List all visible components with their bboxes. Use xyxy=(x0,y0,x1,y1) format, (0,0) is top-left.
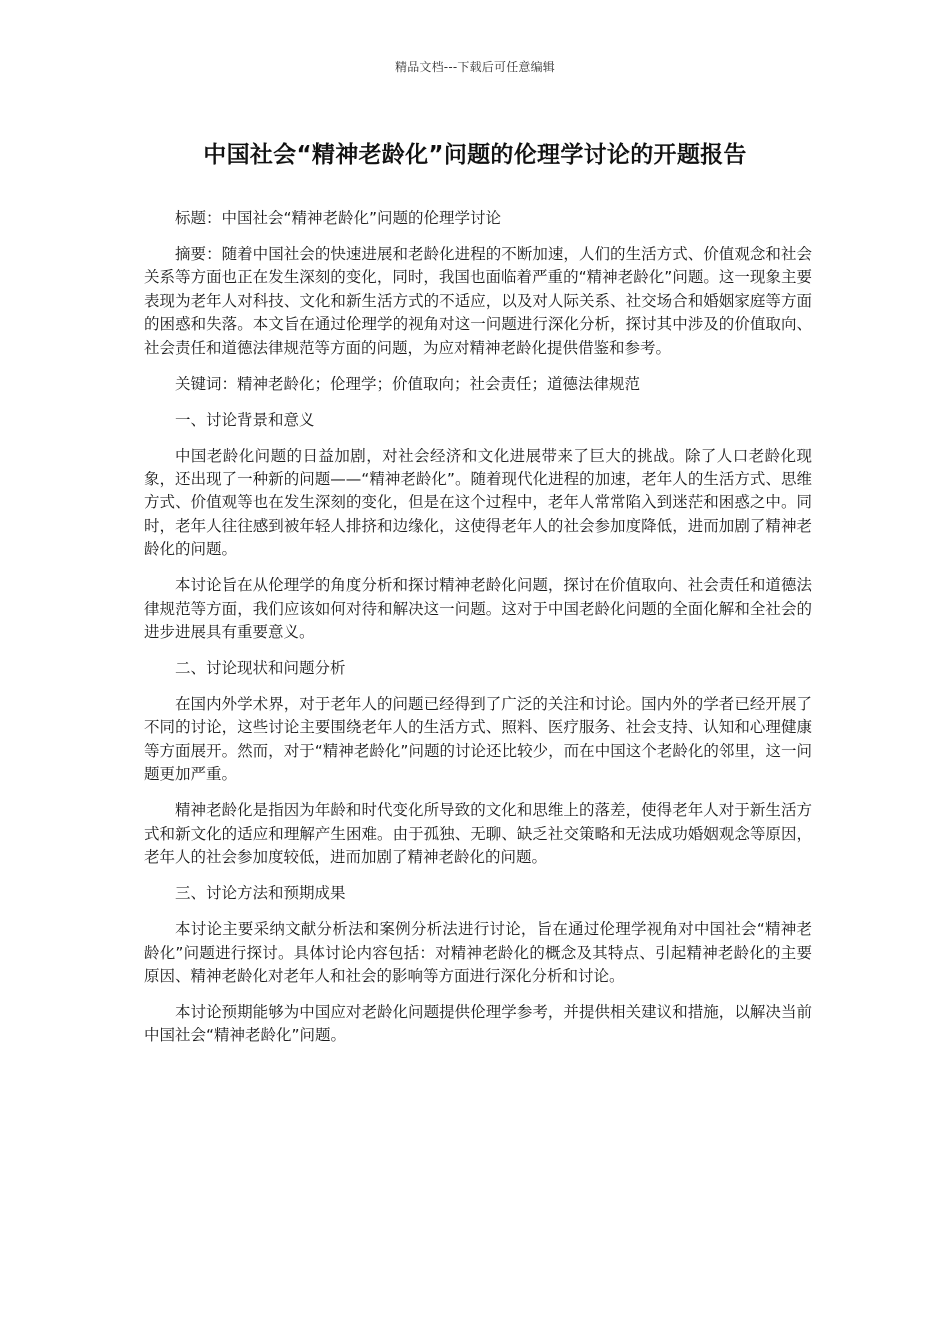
section-heading-status: 二、讨论现状和问题分析 xyxy=(175,659,346,678)
page-header-note: 精品文档---下载后可任意编辑 xyxy=(395,60,555,74)
section-heading-methods: 三、讨论方法和预期成果 xyxy=(175,884,346,903)
status-paragraph-2: 精神老龄化是指因为年龄和时代变化所导致的文化和思维上的落差，使得老年人对于新生活方式和新文化的适应和理解产生困难。由于孤独、无聊、缺乏社交策略和无法成功婚姻观念等原因，老年人的社会参加度较低，进而加剧了精神老龄化的问题。 xyxy=(144,801,812,867)
methods-paragraph-2: 本讨论预期能够为中国应对老龄化问题提供伦理学参考，并提供相关建议和措施，以解决当前中国社会“精神老龄化”问题。 xyxy=(144,1002,812,1045)
document-body xyxy=(144,207,812,1060)
background-paragraph-1: 中国老龄化问题的日益加剧，对社会经济和文化进展带来了巨大的挑战。除了人口老龄化现象，还出现了一种新的问题——“精神老龄化”。随着现代化进程的加速，老年人的生活方式、思维方式、价值观等也在发生深刻的变化，但是在这个过程中，老年人常常陷入到迷茫和困惑之中。同时，老年人往往感到被年轻人排挤和边缘化，这使得老年人的社会参加度降低，进而加剧了精神老龄化的问题。 xyxy=(144,446,812,559)
section-heading-background: 一、讨论背景和意义 xyxy=(175,410,315,429)
background-paragraph-2: 本讨论旨在从伦理学的角度分析和探讨精神老龄化问题，探讨在价值取向、社会责任和道德法律规范等方面，我们应该如何对待和解决这一问题。这对于中国老龄化问题的全面化解和全社会的进步进展具有重要意义。 xyxy=(144,576,812,642)
status-paragraph-1: 在国内外学术界，对于老年人的问题已经得到了广泛的关注和讨论。国内外的学者已经开展了不同的讨论，这些讨论主要围绕老年人的生活方式、照料、医疗服务、社会支持、认知和心理健康等方面展开。然而，对于“精神老龄化”问题的讨论还比较少，而在中国这个老龄化的邻里，这一问题更加严重。 xyxy=(144,695,812,784)
title-line: 标题：中国社会“精神老龄化”问题的伦理学讨论 xyxy=(175,209,502,227)
methods-paragraph-1: 本讨论主要采纳文献分析法和案例分析法进行讨论，旨在通过伦理学视角对中国社会“精神老龄化”问题进行探讨。具体讨论内容包括：对精神老龄化的概念及其特点、引起精神老龄化的主要原因、精神老龄化对老年人和社会的影响等方面进行深化分析和讨论。 xyxy=(144,920,812,985)
abstract-paragraph: 摘要：随着中国社会的快速进展和老龄化进程的不断加速，人们的生活方式、价值观念和社会关系等方面也正在发生深刻的变化，同时，我国也面临着严重的“精神老龄化”问题。这一现象主要表现为老年人对科技、文化和新生活方式的不适应，以及对人际关系、社交场合和婚姻家庭等方面的困惑和失落。本文旨在通过伦理学的视角对这一问题进行深化分析，探讨其中涉及的价值取向、社会责任和道德法律规范等方面的问题，为应对精神老龄化提供借鉴和参考。 xyxy=(144,245,812,357)
document-title: 中国社会“精神老龄化”问题的伦理学讨论的开题报告 xyxy=(203,142,747,168)
keywords-line: 关键词：精神老龄化；伦理学；价值取向；社会责任；道德法律规范 xyxy=(175,374,641,393)
